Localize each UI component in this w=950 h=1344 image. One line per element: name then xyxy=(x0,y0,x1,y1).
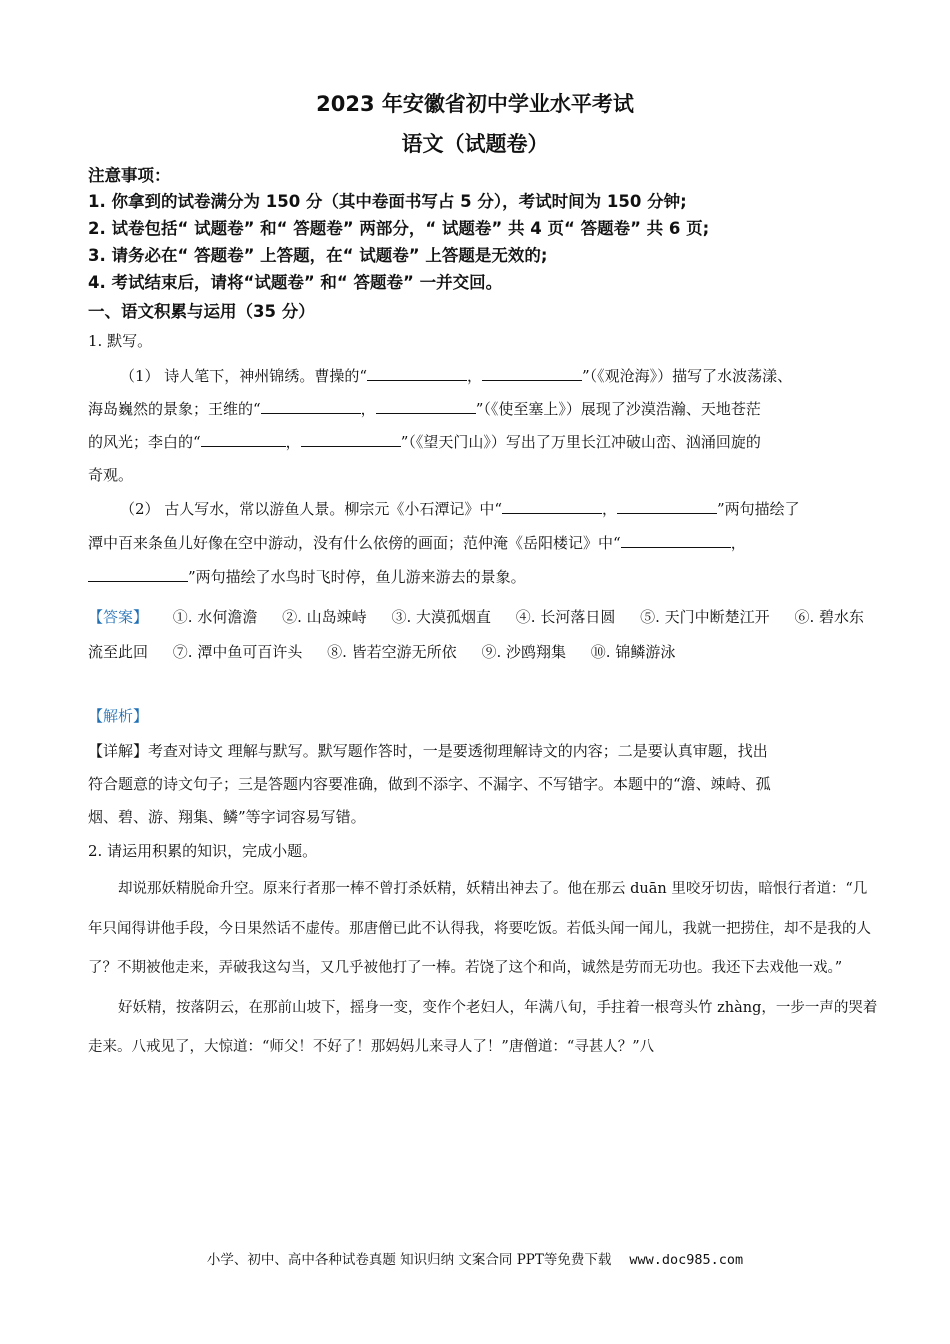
analysis-line: 烟、碧、游、翔集、鳞”等字词容易写错。 xyxy=(88,808,366,826)
text-segment: 潭中百来条鱼儿好像在空中游动，没有什么依傍的画面；范仲淹《岳阳楼记》中“ xyxy=(88,534,621,552)
fill-blank xyxy=(201,432,286,447)
text-segment: （2） 古人写水，常以游鱼人景。柳宗元《小石潭记》中“ xyxy=(120,500,502,518)
passage-paragraph: 好妖精，按落阴云，在那前山坡下，摇身一变，变作个老妇人，年满八旬，手拄着一根弯头竹 zhàng，一步一声的哭着走来。八戒见了，大惊道：“师父！不好了！那妈妈儿来寻人了！”唐僧道：“寻甚人？”八 xyxy=(88,999,878,1055)
page-title: 2023 年安徽省初中学业水平考试 xyxy=(316,92,634,116)
page-footer xyxy=(0,1248,950,1268)
fill-blank xyxy=(261,399,361,414)
text-segment: ， xyxy=(730,534,746,552)
fill-blank xyxy=(88,567,188,582)
analysis-line: 符合题意的诗文句子；三是答题内容要准确，做到不添字、不漏字、不写错字。本题中的“澹、竦峙、孤 xyxy=(88,775,771,793)
text-segment: 的风光；李白的“ xyxy=(88,433,201,451)
question-1-part2-line xyxy=(88,532,746,553)
notice-item: 3. 请务必在“ 答题卷” 上答题，在“ 试题卷” 上答题是无效的; xyxy=(88,246,548,265)
reading-passage xyxy=(88,870,878,1068)
page-subtitle: 语文（试题卷） xyxy=(401,132,549,156)
question-1-part2-line xyxy=(120,498,800,519)
text-segment: ， xyxy=(360,400,376,418)
text-segment: ， xyxy=(466,367,482,385)
answer-label: 【答案】 xyxy=(88,608,149,626)
footer-text: 小学、初中、高中各种试卷真题 知识归纳 文案合同 PPT等免费下载 xyxy=(206,1252,612,1268)
answer-item: ⑦. 潭中鱼可百许头 xyxy=(172,643,303,661)
answer-item: ⑧. 皆若空游无所依 xyxy=(327,643,457,661)
analysis-line: 【详解】考查对诗文 理解与默写。默写题作答时，一是要透彻理解诗文的内容；二是要认真审题，找出 xyxy=(88,742,768,760)
text-segment: 海岛巍然的景象；王维的“ xyxy=(88,400,261,418)
question-1-part2-line xyxy=(88,566,526,587)
notice-item: 4. 考试结束后，请将“试题卷” 和“ 答题卷” 一并交回。 xyxy=(88,273,503,292)
answer-item: ④. 长河落日圆 xyxy=(515,608,616,626)
answer-item: ⑨. 沙鸥翔集 xyxy=(481,643,566,661)
analysis-label: 【解析】 xyxy=(88,707,149,725)
passage-paragraph: 却说那妖精脱命升空。原来行者那一棒不曾打杀妖精，妖精出神去了。他在那云 duān 里咬牙切齿，暗恨行者道：“几年只闻得讲他手段，今日果然话不虚传。那唐僧已此不认得我，将要吃饭。若低头闻一闻儿，我就一把捞住，却不是我的人了？不期被他走来，弄破我这勾当，又几乎被他打了一棒。若饶了这个和尚，诚然是劳而无功也。我还下去戏他一戏。” xyxy=(88,881,871,976)
notice-item: 2. 试卷包括“ 试题卷” 和“ 答题卷” 两部分，“ 试题卷” 共 4 页“ 答题卷” 共 6 页; xyxy=(88,219,710,238)
notice-heading: 注意事项： xyxy=(88,166,171,185)
answer-item: ⑤. 天门中断楚江开 xyxy=(640,608,770,626)
answer-item: ①. 水何澹澹 xyxy=(172,608,258,626)
question-1-part1-line xyxy=(120,365,792,386)
section-heading: 一、语文积累与运用（35 分） xyxy=(88,302,315,321)
text-segment: ”两句描绘了 xyxy=(717,500,800,518)
fill-blank xyxy=(376,399,476,414)
footer-url[interactable]: www.doc985.com xyxy=(629,1252,744,1268)
question-2-label: 2. 请运用积累的知识，完成小题。 xyxy=(88,842,318,860)
text-segment: ， xyxy=(285,433,301,451)
fill-blank xyxy=(621,533,731,548)
text-segment: ”（《使至塞上》）展现了沙漠浩瀚、天地苍茫 xyxy=(475,400,761,418)
text-segment: ”两句描绘了水鸟时飞时停，鱼儿游来游去的景象。 xyxy=(188,568,526,586)
answer-item: ③. 大漠孤烟直 xyxy=(391,608,491,626)
answer-item: ②. 山岛竦峙 xyxy=(282,608,367,626)
notice-item: 1. 你拿到的试卷满分为 150 分（其中卷面书写占 5 分），考试时间为 150 分钟; xyxy=(88,192,687,211)
text-segment: （1） 诗人笔下，神州锦绣。曹操的“ xyxy=(120,367,367,385)
question-1-part1-line xyxy=(88,431,761,452)
fill-blank xyxy=(482,366,582,381)
text-segment: ， xyxy=(601,500,617,518)
question-1-part1-line: 奇观。 xyxy=(88,466,134,484)
question-1-label: 1. 默写。 xyxy=(88,332,153,350)
fill-blank xyxy=(301,432,401,447)
answer-item: ⑩. 锦鳞游泳 xyxy=(590,643,676,661)
text-segment: ”（《观沧海》）描写了水波荡漾、 xyxy=(582,367,793,385)
answer-block xyxy=(88,600,878,670)
question-1-part1-line xyxy=(88,398,761,419)
fill-blank xyxy=(502,499,602,514)
fill-blank xyxy=(367,366,467,381)
fill-blank xyxy=(617,499,717,514)
text-segment: ”（《望天门山》）写出了万里长江冲破山峦、汹涌回旋的 xyxy=(400,433,761,451)
answer-item: ⑥. 碧水东流至此回 xyxy=(88,608,864,661)
